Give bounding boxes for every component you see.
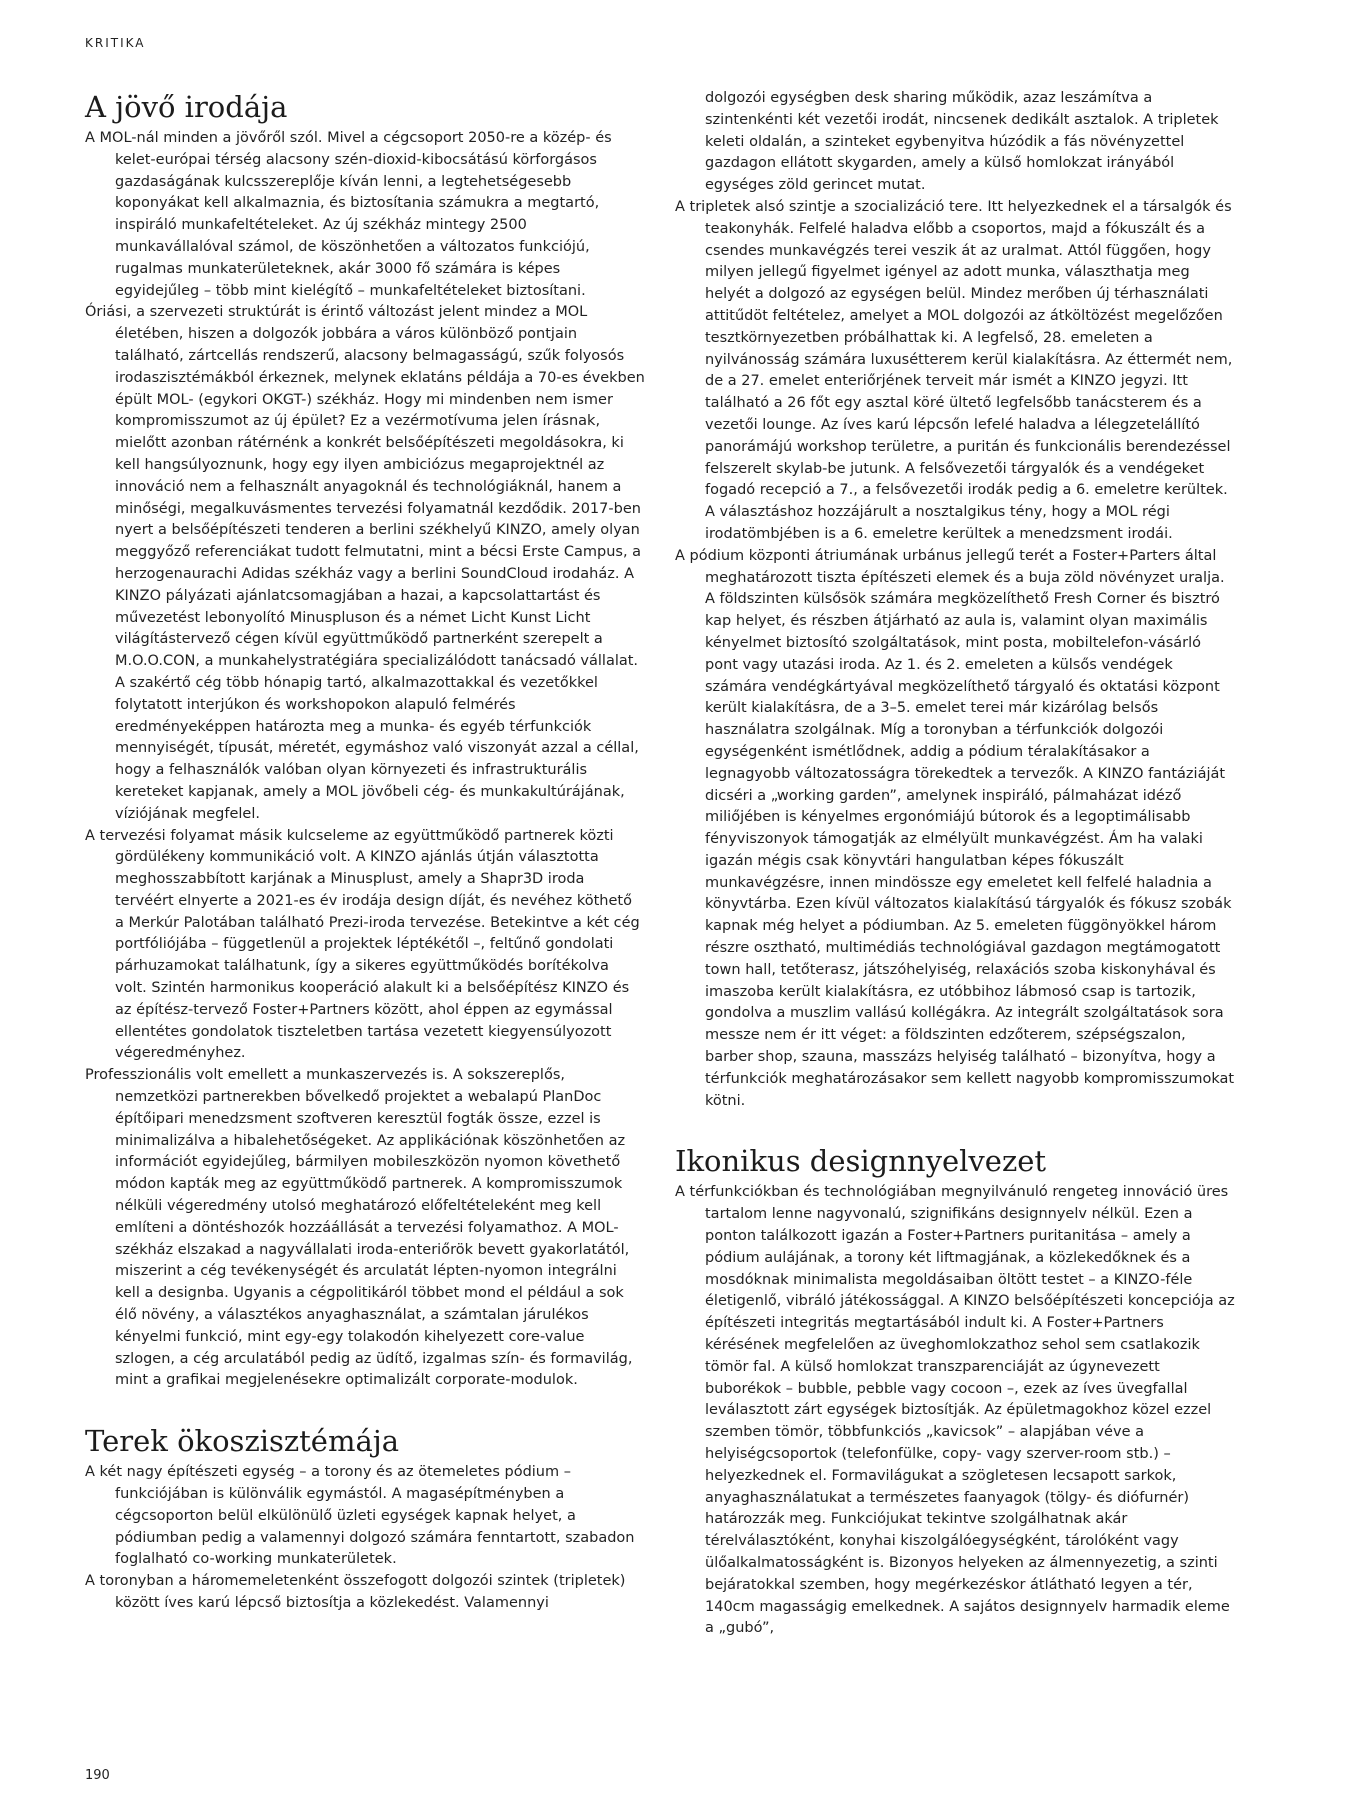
paragraph-continued: dolgozói egységben desk sharing működik, azaz leszámítva a szintenkénti két vezetői irodát, nincsenek dedikált asztalok. A tripletek keleti oldalán, a szinteket egybenyitva húzódik a fás növényzettel gazdagon ellátott skygarden, amely a külső homlokzat irányából egységes zöld gerincet mutat.: [705, 90, 1219, 194]
paragraph: A MOL-nál minden a jövőről szól. Mivel a cégcsoport 2050-re a közép- és kelet-európai térség alacsony szén-dioxid-kibocsátású körforgásos gazdaságának kulcsszereplője kíván lenni, a legtehetségesebb koponyákat kell alkalmaznia, és biztosítania számukra a megtartó, inspiráló munkafeltételeket. Az új székház mintegy 2500 munkavállalóval számol, de köszönhetően a változatos funkciójú, rugalmas munkaterületeknek, akár 3000 fő számára is képes egyidejűleg – több mint kielégítő – munkafeltételeket biztosítani.: [85, 130, 612, 299]
left-column: [85, 90, 645, 1615]
heading-terek-okoszisztemaja: Terek ökoszisztémája: [85, 1424, 400, 1459]
paragraph: A toronyban a háromemeletenként összefogott dolgozói szintek (tripletek) között íves karú lépcső biztosítja a közlekedést. Valamennyi: [85, 1573, 626, 1611]
paragraph: Óriási, a szervezeti struktúrát is érintő változást jelent mindez a MOL életében, hiszen a dolgozók jobbára a város különböző pontjain található, zártcellás rendszerű, alacsony belmagasságú, szűk folyosós irodaszisztémákból érkeznek, melynek eklatáns példája a 70-es években épült MOL- (egykori OKGT-) székház. Hogy mi mindenben nem ismer kompromisszumot az új épület? Ez a vezérmotívuma jelen írásnak, mielőtt azonban rátérnénk a konkrét belsőépítészeti megoldásokra, ki kell hangsúlyoznunk, hogy egy ilyen ambiciózus megaprojektnél az innováció nem a felhasznált anyagoknál és technológiáknál, hanem a minőségi, megalkuvásmentes tervezési folyamatnál kezdődik. 2017-ben nyert a belsőépítészeti tenderen a berlini székhelyű KINZO, amely olyan meggyőző referenciákat tudott felmutatni, mint a bécsi Erste Campus, a herzogenaurachi Adidas székház vagy a berlini SoundCloud irodaház. A KINZO pályázati ajánlatcsomagjában a hazai, a kapcsolattartást és művezetést lebonyolító Minuspluson és a német Licht Kunst Licht világítástervező cégen kívül együttműködő partnerként szerepelt a M.O.O.CON, a munkahelystratégiára specializálódott tanácsadó vállalat. A szakértő cég több hónapig tartó, alkalmazottakkal és vezetőkkel folytatott interjúkon és workshopokon alapuló felmérés eredményeképpen határozta meg a munka- és egyéb térfunkciók mennyiségét, típusát, méretét, egymáshoz való viszonyát azzal a céllal, hogy a felhasználók valóban olyan környezeti és infrastrukturális kereteket kapjanak, amely a MOL jövőbeli cég- és munkakultúrájának, víziójának megfelel.: [85, 304, 645, 822]
paragraph: A pódium központi átriumának urbánus jellegű terét a Foster+Parters által meghatározott tiszta építészeti elemek és a buja zöld növényzet uralja. A földszinten külsősök számára megközelíthető Fresh Corner és bisztró kap helyet, és részben átjárható az aula is, valamint olyan maximális kényelmet biztosító szolgáltatások, mint posta, mobiltelefon-vásárló pont vagy utazási iroda. Az 1. és 2. emeleten a külsős vendégek számára vendégkártyával megközelíthető tárgyaló és oktatási központ került kialakításra, de a 3–5. emelet terei már kizárólag belsős használatra szolgálnak. Míg a toronyban a térfunkciók dolgozói egységenként ismétlődnek, addig a pódium téralakításakor a legnagyobb változatosságra törekedtek a tervezők. A KINZO fantáziáját dicséri a „working garden”, amelynek inspiráló, pálmaházat idéző miliőjében is kényelmes ergonómiájú bútorok és a legoptimálisabb fényviszonyok támogatják az elmélyült munkavégzést. Ám ha valaki igazán mégis csak könyvtári hangulatban képes fókuszált munkavégzésre, innen mindössze egy emeletet kell felfelé haladnia a könyvtárba. Ezen kívül változatos kialakítású tárgyalók és fókusz szobák kapnak még helyet a pódiumban. Az 5. emeleten függönyökkel három részre osztható, multimédiás technológiával gazdagon megtámogatott town hall, tetőterasz, játszóhelyiség, relaxációs szoba kiskonyhával és imaszoba került kialakításra, ez utóbbihoz lábmosó csap is tartozik, gondolva a muszlim vallású kollégákra. Az integrált szolgáltatások sora messze nem ér itt véget: a földszinten edzőterem, szépségszalon, barber shop, szauna, masszázs helyiség található – bizonyítva, hogy a térfunkciók meghatározásakor sem kellett nagyobb kompromisszumokat kötni.: [675, 547, 1235, 1109]
page-number: 190: [85, 1768, 110, 1783]
heading-ikonikus-designnyelvezet: Ikonikus designnyelvezet: [675, 1144, 1047, 1179]
paragraph: A tervezési folyamat másik kulcseleme az együttműködő partnerek közti gördülékeny kommunikáció volt. A KINZO ajánlás útján választotta meghosszabbított karjának a Minusplust, amely a Shapr3D iroda tervéért elnyerte a 2021-es év irodája design díját, és nevéhez köthető a Merkúr Palotában található Prezi-iroda tervezése. Betekintve a két cég portfóliójába – függetlenül a projektek léptékétől –, feltűnő gondolati párhuzamokat találhatunk, így a sikeres együttműködés borítékolva volt. Szintén harmonikus kooperáció alakult ki a belsőépítész KINZO és az építész-tervező Foster+Partners között, ahol éppen az egymással ellentétes gondolatok tiszteletben tartása vezetett kiegyensúlyozott végeredményhez.: [85, 827, 640, 1062]
heading-jovo-irodaja: A jövő irodája: [85, 90, 288, 124]
right-column: [675, 88, 1235, 1640]
paragraph: Professzionális volt emellett a munkaszervezés is. A sokszereplős, nemzetközi partnerekben bővelkedő projektet a webalapú PlanDoc építőipari menedzsment szoftveren keresztül fogták össze, ezzel is minimalizálva a hibalehetőségeket. Az applikációnak köszönhetően az információt egyidejűleg, bármilyen mobileszközön nyomon követhető módon kapták meg az együttműködő partnerek. A kompromisszumok nélküli végeredmény utolsó meghatározó előfeltételeként meg kell említeni a döntéshozók hozzáállását a tervezési folyamathoz. A MOL-székház elszakad a nagyvállalati iroda-enteriőrök bevett gyakorlatától, miszerint a cég tevékenységét és arculatát lépten-nyomon integrálni kell a designba. Ugyanis a cégpolitikáról többet mond el például a sok élő növény, a választékos anyaghasználat, a számtalan járulékos kényelmi funkció, mint egy-egy tolakodón kihelyezett core-value szlogen, a cég arculatából pedig az üdítő, izgalmas szín- és formavilág, mint a grafikai megjelenésekre optimalizált corporate-modulok.: [85, 1067, 633, 1389]
paragraph: A térfunkciókban és technológiában megnyilvánuló rengeteg innováció üres tartalom lenne nagyvonalú, szignifikáns designnyelv nélkül. Ezen a ponton találkozott igazán a Foster+Partners puritanitása – amely a pódium aulájának, a torony két liftmagjának, a közlekedőknek és a mosdóknak minimalista megoldásaiban öltött testet – a KINZO-féle életigenlő, vibráló játékossággal. A KINZO belsőépítészeti koncepciója az építészeti integritás megtartásából indult ki. A Foster+Partners kérésének megfelelően az üveghomlokzathoz sehol sem csatlakozik tömör fal. A külső homlokzat transzparenciáját az úgynevezett buborékok – bubble, pebble vagy cocoon –, ezek az íves üvegfallal leválasztott zárt egységek biztosítják. Az épületmagokhoz közel ezzel szemben tömör, többfunkciós „kavicsok” – alapjában véve a helyiségcsoportok (telefonfülke, copy- vagy szerver-room stb.) – helyezkednek el. Formavilágukat a szögletesen lecsapott sarkok, anyaghasználatukat a természetes faanyagok (tölgy- és diófurnér) határozzák meg. Funkciójukat tekintve szolgálhatnak akár térelválasztóként, konyhai kiszolgálóegységként, tárolóként vagy ülőalkalmatosságként is. Bizonyos helyeken az álmennyezetig, a szinti bejáratokkal szemben, hogy megérkezéskor átlátható legyen a tér, 140cm magasságig emelkednek. A sajátos designnyelv harmadik eleme a „gubó”,: [675, 1184, 1235, 1637]
section-label: KRITIKA: [85, 36, 146, 50]
paragraph: A két nagy építészeti egység – a torony és az ötemeletes pódium – funkciójában is különválik egymástól. A magasépítményben a cégcsoporton belül elkülönülő üzleti egységek kapnak helyet, a pódiumban pedig a valamennyi dolgozó számára fenntartott, szabadon foglalható co-working munkaterületek.: [85, 1464, 635, 1568]
paragraph: A tripletek alsó szintje a szocializáció tere. Itt helyezkednek el a társalgók és teakonyhák. Felfelé haladva előbb a csoportos, majd a fókuszált és a csendes munkavégzés terei veszik át az uralmat. Attól függően, hogy milyen jellegű figyelmet igényel az adott munka, választhatja meg helyét a dolgozó az egységen belül. Mindez merőben új térhasználati attitűdöt feltételez, amelyet a MOL dolgozói az átköltözést megelőzően tesztkörnyezetben próbálhattak ki. A legfelső, 28. emeleten a nyilvánosság számára luxusétterem kerül kialakításra. Az éttermét nem, de a 27. emelet enteriőrjének terveit már ismét a KINZO jegyzi. Itt található a 26 főt egy asztal köré ültető legfelsőbb tanácsterem és a vezetői lounge. Az íves karú lépcsőn lefelé haladva a lélegzetelállító panorámájú workshop területre, a puritán és funkcionális berendezéssel felszerelt skylab-be jutunk. A felsővezetői tárgyalók és a vendégeket fogadó recepció a 7., a felsővezetői irodák pedig a 6. emeletre kerültek. A választáshoz hozzájárult a nosztalgikus tény, hogy a MOL régi irodatömbjében is a 6. emeletre kerültek a menedzsment irodái.: [675, 198, 1233, 542]
